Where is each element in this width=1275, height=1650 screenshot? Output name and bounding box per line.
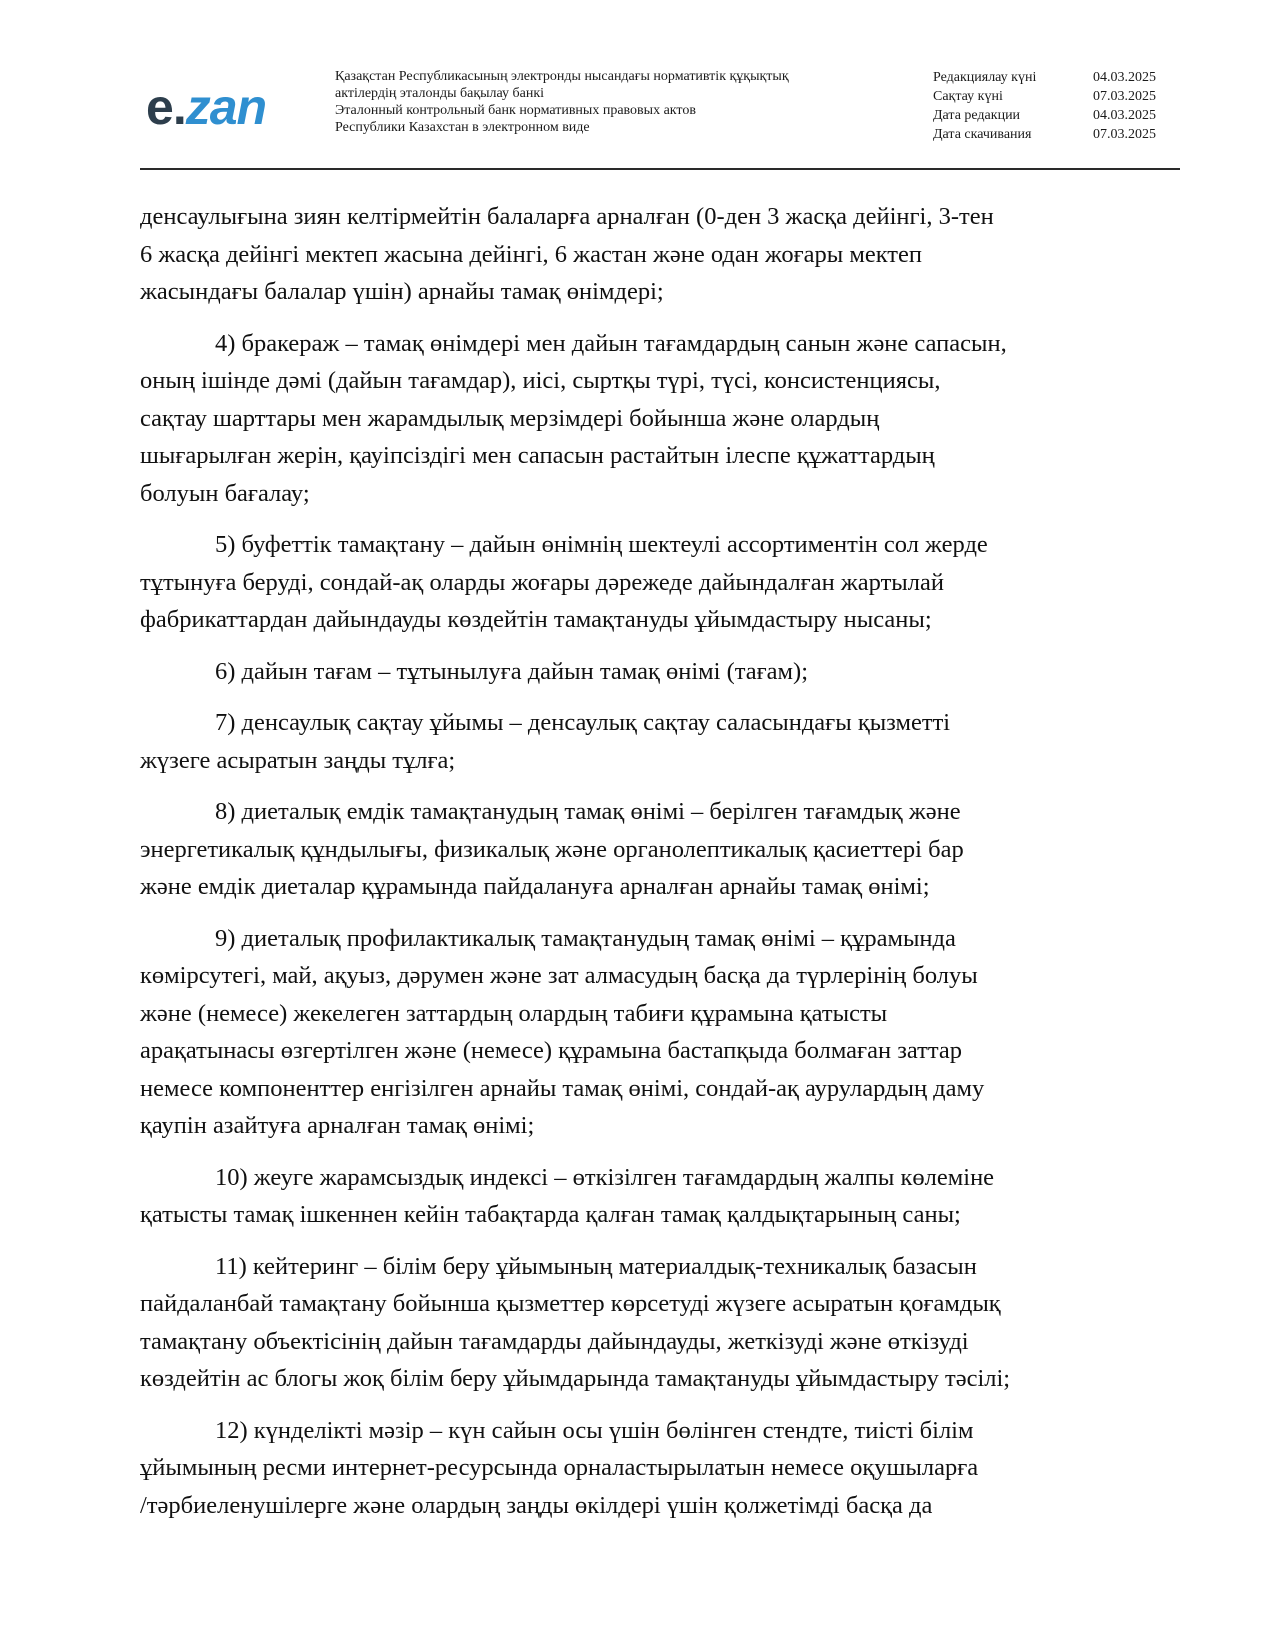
text-line: 12) күнделікті мәзір – күн сайын осы үшін бөлінген стендте, тиісті білім [215,1416,974,1444]
bank-title-line: Эталонный контрольный банк нормативных правовых актов [335,103,696,118]
text-line: ұйымының ресми интернет-ресурсында орналастырылатын немесе оқушыларға [140,1454,979,1481]
ezan-logo[interactable] [146,79,267,135]
paragraph-item-9 [140,920,1180,1145]
meta-value: 04.03.2025 [1093,70,1156,85]
text-line: фабрикаттардан дайындауды көздейтін тамақтануды ұйымдастыру нысаны; [140,606,932,633]
text-line: 6 жасқа дейінгі мектеп жасына дейінгі, 6 жастан және одан жоғары мектеп [140,240,922,268]
text-line: арақатынасы өзгертілген және (немесе) құрамына бастапқыда болмаған заттар [140,1037,962,1064]
meta-label: Дата редакции [933,108,1021,123]
paragraph-item-7 [140,704,1180,779]
paragraph-item-6 [140,653,1180,691]
meta-row-edit-date-ru [933,106,1173,125]
text-line: 9) диеталық профилактикалық тамақтанудың тамақ өнімі – құрамында [215,924,956,952]
meta-row-edit-date-kz [933,68,1173,87]
paragraph-item-5 [140,526,1180,639]
text-line: денсаулығына зиян келтірмейтін балаларға арналған (0-ден 3 жасқа дейінгі, 3-тен [140,203,994,230]
text-line: /тәрбиеленушілерге және олардың заңды өкілдері үшін қолжетімді басқа да [140,1491,933,1519]
text-line: және емдік диеталар құрамында пайдалануға арналған арнайы тамақ өнімі; [140,873,930,900]
logo-part-e: e [146,79,173,135]
text-line: сақтау шарттары мен жарамдылық мерзімдері бойынша және олардың [140,404,880,432]
meta-label: Сақтау күні [933,89,1003,104]
bank-title-line: актілердің эталонды бақылау банкі [335,86,545,101]
paragraph-item-11 [140,1248,1180,1398]
text-line: 4) бракераж – тамақ өнімдері мен дайын тағамдардың санын және сапасын, [215,329,1007,357]
bank-title-line: Республики Казахстан в электронном виде [335,120,590,135]
meta-row-download-date-ru [933,125,1173,144]
text-line: қатысты тамақ ішкеннен кейін табақтарда қалған тамақ қалдықтарының саны; [140,1201,961,1228]
meta-value: 04.03.2025 [1093,108,1156,123]
text-line: көмірсутегі, май, ақуыз, дәрумен және зат алмасудың басқа да түрлерінің болуы [140,962,978,989]
document-header [140,60,1180,170]
text-line: қаупін азайтуға арналған тамақ өнімі; [140,1112,535,1139]
text-line: жасындағы балалар үшін) арнайы тамақ өнімдері; [140,278,664,305]
text-line: және (немесе) жекелеген заттардың олардың табиғи құрамына қатысты [140,999,888,1027]
paragraph-item-12 [140,1412,1180,1525]
meta-value: 07.03.2025 [1093,127,1156,142]
paragraph-continuation [140,198,1180,311]
meta-value: 07.03.2025 [1093,89,1156,104]
document-dates [933,68,1173,144]
text-line: тұтынуға беруді, сондай-ақ оларды жоғары дәрежеде дайындалған жартылай [140,568,944,596]
logo-dot: . [172,79,186,135]
meta-label: Дата скачивания [933,127,1032,142]
text-line: 7) денсаулық сақтау ұйымы – денсаулық сақтау саласындағы қызметті [215,709,951,736]
document-body [140,198,1180,1538]
meta-label: Редакциялау күні [933,70,1037,85]
text-line: шығарылған жерін, қауіпсіздігі мен сапасын растайтын ілеспе құжаттардың [140,442,935,469]
header-divider [140,168,1180,170]
paragraph-item-10 [140,1159,1180,1234]
text-line: болуын бағалау; [140,479,310,507]
text-line: 5) буфеттік тамақтану – дайын өнімнің шектеулі ассортиментін сол жерде [215,531,988,558]
text-line: 10) жеуге жарамсыздық индексі – өткізілген тағамдардың жалпы көлеміне [215,1163,995,1191]
text-line: көздейтін ас блогы жоқ білім беру ұйымдарында тамақтануды ұйымдастыру тәсілі; [140,1365,1011,1392]
text-line: пайдаланбай тамақтану бойынша қызметтер көрсетуді жүзеге асыратын қоғамдық [140,1290,1001,1317]
bank-title [335,68,789,136]
text-line: тамақтану объектісінің дайын тағамдарды дайындауды, жеткізуді және өткізуді [140,1327,969,1355]
text-line: немесе компоненттер енгізілген арнайы тамақ өнімі, сондай-ақ аурулардың даму [140,1074,985,1102]
text-line: 6) дайын тағам – тұтынылуға дайын тамақ өнімі (тағам); [215,657,809,685]
text-line: жүзеге асыратын заңды тұлға; [140,746,456,774]
text-line: 8) диеталық емдік тамақтанудың тамақ өнімі – берілген тағамдық және [215,798,961,825]
paragraph-item-8 [140,793,1180,906]
bank-title-line: Қазақстан Республикасының электронды нысандағы нормативтік құқықтық [335,69,789,84]
paragraph-item-4 [140,325,1180,513]
text-line: оның ішінде дәмі (дайын тағамдар), иісі, сыртқы түрі, түсі, консистенциясы, [140,367,941,394]
text-line: энергетикалық құндылығы, физикалық және органолептикалық қасиеттері бар [140,835,964,863]
text-line: 11) кейтеринг – білім беру ұйымының материалдық-техникалық базасын [215,1252,977,1280]
logo-part-zan: zan [185,79,267,135]
meta-row-save-date-kz [933,87,1173,106]
